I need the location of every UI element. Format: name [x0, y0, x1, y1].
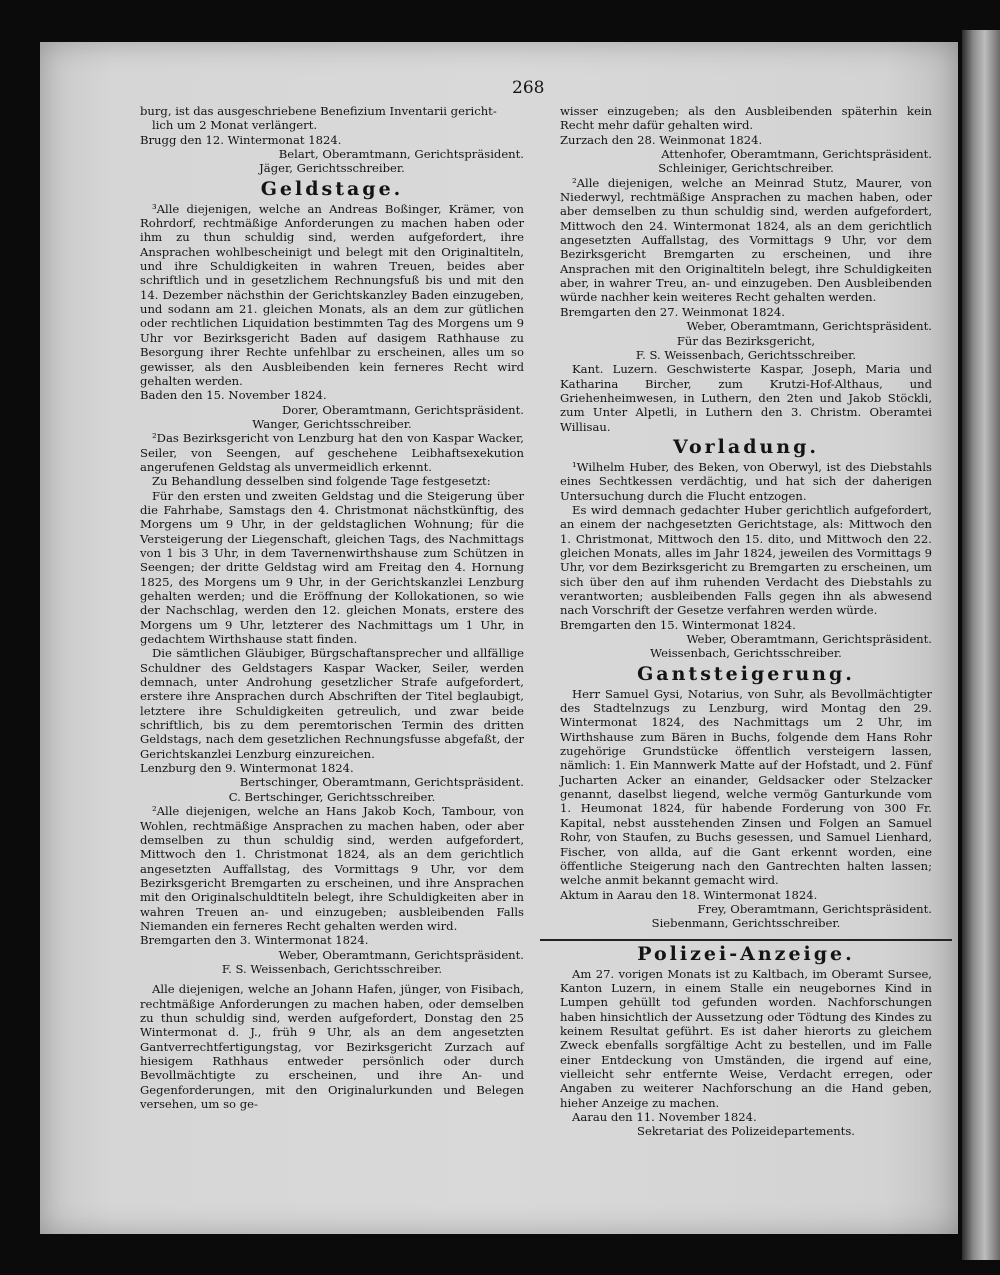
- notice-paragraph: Die sämtlichen Gläubiger, Bürgschaftansprecher und allfällige Schuldner des Geldstagers Kaspar Wacker, Seiler, werden demnach, unter Androhung gesetzlicher Strafe aufgefordert, erstere ihre Ansprachen durch Abschriften der Titel beglaubigt, letztere ihre Schuldigkeiten getreulich, und zwar beide schriftlich, bis zu dem peremtorischen Termin des dritten Geldstags, nach dem gesetzlichen Rechnungsfusse abgefaßt, der Gerichtskanzlei Lenzburg einzureichen.: [140, 646, 524, 761]
- section-heading-vorladung: Vorladung.: [672, 435, 820, 458]
- section-heading-gantsteigerung: Gantsteigerung.: [637, 662, 855, 685]
- continuation-line: wisser einzugeben; als den Ausbleibenden späterhin kein Recht mehr dafür gehalten wird.: [560, 104, 932, 133]
- signature: Weber, Oberamtmann, Gerichtspräsident.: [686, 632, 932, 647]
- signature: C. Bertschinger, Gerichtsschreiber.: [228, 789, 436, 804]
- section-heading-geldstage: Geldstage.: [260, 177, 404, 200]
- notice-paragraph: Es wird demnach gedachter Huber gerichtlich aufgefordert, an einem der nachgesetzten Gerichtstage, als: Mittwoch den 1. Christmonat, Mittwoch den 15. dito, und Mittwoch den 22. gleichen Monats, alles im Jahr 1824, jeweilen des Vormittags 9 Uhr, vor dem Bezirksgericht zu Bremgarten zu erscheinen, um sich über den auf ihm ruhenden Verdacht des Diebstahls zu verantworten; ausbleibenden Falls gegen ihn als abwesend nach Vorschrift der Gesetze verfahren werden würde.: [560, 502, 932, 618]
- section-divider: [540, 939, 952, 941]
- section-heading-polizei-anzeige: Polizei-Anzeige.: [637, 942, 855, 965]
- notice-paragraph: Zu Behandlung desselben sind folgende Tage festgesetzt:: [152, 474, 491, 489]
- notice-paragraph: ²Das Bezirksgericht von Lenzburg hat den von Kaspar Wacker, Seiler, von Seengen, auf geschehene Leibhaftsexekution angerufenen Geldstag als unvermeidlich erkennt.: [140, 431, 524, 474]
- signature: Frey, Oberamtmann, Gerichtspräsident.: [697, 901, 932, 916]
- page-number: 268: [512, 78, 545, 98]
- date-line: Baden den 15. November 1824.: [140, 388, 327, 403]
- signature: Schleiniger, Gerichtschreiber.: [658, 161, 834, 176]
- signature: Wanger, Gerichtsschreiber.: [252, 416, 412, 431]
- signature: Weber, Oberamtmann, Gerichtspräsident.: [686, 319, 932, 334]
- signature: Weber, Oberamtmann, Gerichtspräsident.: [278, 947, 524, 962]
- notice-paragraph: Am 27. vorigen Monats ist zu Kaltbach, im Oberamt Sursee, Kanton Luzern, in einem Stalle ein neugebornes Kind in Lumpen gehüllt tod gefunden worden. Nachforschungen haben hinsichtlich der Aussetzung oder Tödtung des Kindes zu keinem Resultat geführt. Es ist daher hierorts zu gleichem Zweck ebenfalls sorgfältige Acht zu bestellen, und im Falle einer Entdeckung von Umständen, die irgend auf eine, vielleicht sehr entfernte Weise, Verdacht erregen, oder Angaben zu weiterer Nachforschung an die Hand geben, hieher Anzeige zu machen.: [560, 966, 932, 1110]
- page-edge: [962, 30, 1000, 1260]
- date-line: Bremgarten den 15. Wintermonat 1824.: [560, 617, 796, 632]
- continuation-line: burg, ist das ausgeschriebene Benefizium Inventarii gericht-: [140, 104, 497, 118]
- signature: F. S. Weissenbach, Gerichtsschreiber.: [221, 961, 443, 976]
- signature: F. S. Weissenbach, Gerichtsschreiber.: [635, 347, 857, 362]
- notice-paragraph: Kant. Luzern. Geschwisterte Kaspar, Joseph, Maria und Katharina Bircher, zum Krutzi-Hof-Althaus, und Griehenheimwesen, in Luthern, den 2ten und Jakob Stöckli, zum Unter Alpetli, in Luthern den 3. Christm. Oberamtei Willisau.: [560, 362, 932, 434]
- signature: Siebenmann, Gerichtsschreiber.: [651, 916, 841, 931]
- date-line: Aarau den 11. November 1824.: [572, 1110, 757, 1124]
- signature: Belart, Oberamtmann, Gerichtspräsident.: [278, 147, 524, 162]
- signature: Bertschinger, Oberamtmann, Gerichtspräsident.: [239, 775, 524, 790]
- continuation-line: lich um 2 Monat verlängert.: [152, 118, 318, 133]
- notice-paragraph: ²Alle diejenigen, welche an Meinrad Stutz, Maurer, von Niederwyl, rechtmäßige Ansprachen zu machen haben, oder aber demselben zu thun schuldig sind, werden aufgefordert, Mittwoch den 24. Wintermonat 1824, als an dem gerichtlich angesetzten Auffallstag, des Vormittags 9 Uhr, vor dem Bezirksgericht Bremgarten zu erscheinen, und ihre Ansprachen mit den Originaltiteln belegt, ihre Schuldigkeiten aber, in wahrer Treu, an- und einzugeben. Den Ausbleibenden würde nachher kein weiteres Recht gehalten werden.: [560, 175, 932, 305]
- notice-paragraph: ¹Wilhelm Huber, des Beken, von Oberwyl, ist des Diebstahls eines Sechtkessen verdächtig, und hat sich der daherigen Untersuchung durch die Flucht entzogen.: [560, 459, 932, 503]
- left-column: [140, 104, 524, 1111]
- date-line: Zurzach den 28. Weinmonat 1824.: [560, 132, 763, 147]
- date-line: Bremgarten den 3. Wintermonat 1824.: [140, 933, 369, 948]
- right-column: [560, 104, 932, 1139]
- notice-paragraph: ²Alle diejenigen, welche an Hans Jakob Koch, Tambour, von Wohlen, rechtmäßige Ansprachen zu machen haben, oder aber demselben zu thun schuldig sind, werden aufgefordert, Mittwoch den 1. Christmonat 1824, als an dem gerichtlich angesetzten Auffallstag, des Vormittags 9 Uhr, vor dem Bezirksgericht Bremgarten zu erscheinen, und ihre Ansprachen mit den Originalschuldtiteln belegt, ihre Schuldigkeiten aber in wahren Treuen an- und einzugeben; ausbleibenden Falls Niemanden ein ferneres Recht gehalten werden wird.: [140, 804, 524, 933]
- notice-paragraph: Herr Samuel Gysi, Notarius, von Suhr, als Bevollmächtigter des Stadtelnzugs zu Lenzburg, wird Montag den 29. Wintermonat 1824, des Nachmittags um 2 Uhr, im Wirthshause zum Bären in Buchs, folgende dem Hans Rohr zugehörige Grundstücke öffentlich versteigern lassen, nämlich: 1. Ein Mannwerk Matte auf der Hofstadt, und 2. Fünf Jucharten Acker an einander, Geldsacker oder Stelzacker genannt, daselbst liegend, welche vermög Ganturkunde vom 1. Heumonat 1824, für habende Forderung von 300 Fr. Kapital, nebst ausstehenden Zinsen und Folgen an Samuel Rohr, von Staufen, zu Buchs gesessen, und Samuel Lienhard, Fischer, von allda, auf die Gant erkennt worden, eine öffentliche Steigerung nach den Gantrechten halten lassen; welche anmit bekannt gemacht wird.: [560, 686, 932, 888]
- notice-paragraph: Für den ersten und zweiten Geldstag und die Steigerung über die Fahrhabe, Samstags den 4. Christmonat nächstkünftig, des Morgens um 9 Uhr, in der geldstaglichen Wohnung; für die Versteigerung der Liegenschaft, gleichen Tags, des Nachmittags von 1 bis 3 Uhr, in dem Tavernenwirthshause zum Schützen in Seengen; der dritte Geldstag wird am Freitag den 4. Hornung 1825, des Morgens um 9 Uhr, in der Gerichtskanzlei Lenzburg gehalten werden; und die Eröffnung der Kollokationen, so wie der Nachschlag, werden den 12. gleichen Monats, erstere des Morgens um 9 Uhr, letzterer des Nachmittags um 1 Uhr, in gedachtem Wirthshause statt finden.: [140, 488, 524, 647]
- signature: Dorer, Oberamtmann, Gerichtspräsident.: [282, 402, 524, 417]
- date-line: Lenzburg den 9. Wintermonat 1824.: [140, 761, 354, 776]
- notice-paragraph: Alle diejenigen, welche an Johann Hafen, jünger, von Fisibach, rechtmäßige Anforderungen zu machen haben, oder demselben zu thun schuldig sind, werden aufgefordert, Donstag den 25 Wintermonat d. J., früh 9 Uhr, als an dem angesetzten Gantverrechtfertigungstag, vor Bezirksgericht Zurzach auf hiesigem Rathhaus entweder persönlich oder durch Bevollmächtigte zu erscheinen, und ihre An- und Gegenforderungen, mit den Originalurkunden und Belegen versehen, um so ge-: [140, 982, 524, 1112]
- notice-paragraph: ³Alle diejenigen, welche an Andreas Boßinger, Krämer, von Rohrdorf, rechtmäßige Anforderungen zu machen haben oder ihm zu thun schuldig sind, werden aufgefordert, ihre Ansprachen wohlbescheinigt und belegt mit den Originaltiteln, und ihre Schuldigkeiten in wahren Treuen, beides aber schriftlich und in gesetzlichem Rechnungsfuß bis und mit den 14. Dezember nächsthin der Gerichtskanzley Baden einzugeben, und sodann am 21. gleichen Monats, als an dem zur gütlichen oder rechtlichen Liquidation bestimmten Tag des Morgens um 9 Uhr vor Bezirksgericht Baden auf dasigem Rathhause zu Besorgung ihrer Rechte unfehlbar zu erscheinen, alles um so gewisser, als den Ausbleibenden kein ferneres Recht wird gehalten werden.: [140, 201, 524, 388]
- signature: Weissenbach, Gerichtsschreiber.: [650, 646, 842, 661]
- date-line: Aktum in Aarau den 18. Wintermonat 1824.: [560, 887, 818, 902]
- signature: Jäger, Gerichtsschreiber.: [259, 161, 405, 176]
- signature: Für das Bezirksgericht,: [676, 333, 816, 348]
- date-line: Brugg den 12. Wintermonat 1824.: [140, 132, 342, 147]
- date-line: Bremgarten den 27. Weinmonat 1824.: [560, 304, 785, 319]
- signature: Attenhofer, Oberamtmann, Gerichtspräsident.: [661, 147, 932, 162]
- signature: Sekretariat des Polizeidepartements.: [637, 1124, 855, 1139]
